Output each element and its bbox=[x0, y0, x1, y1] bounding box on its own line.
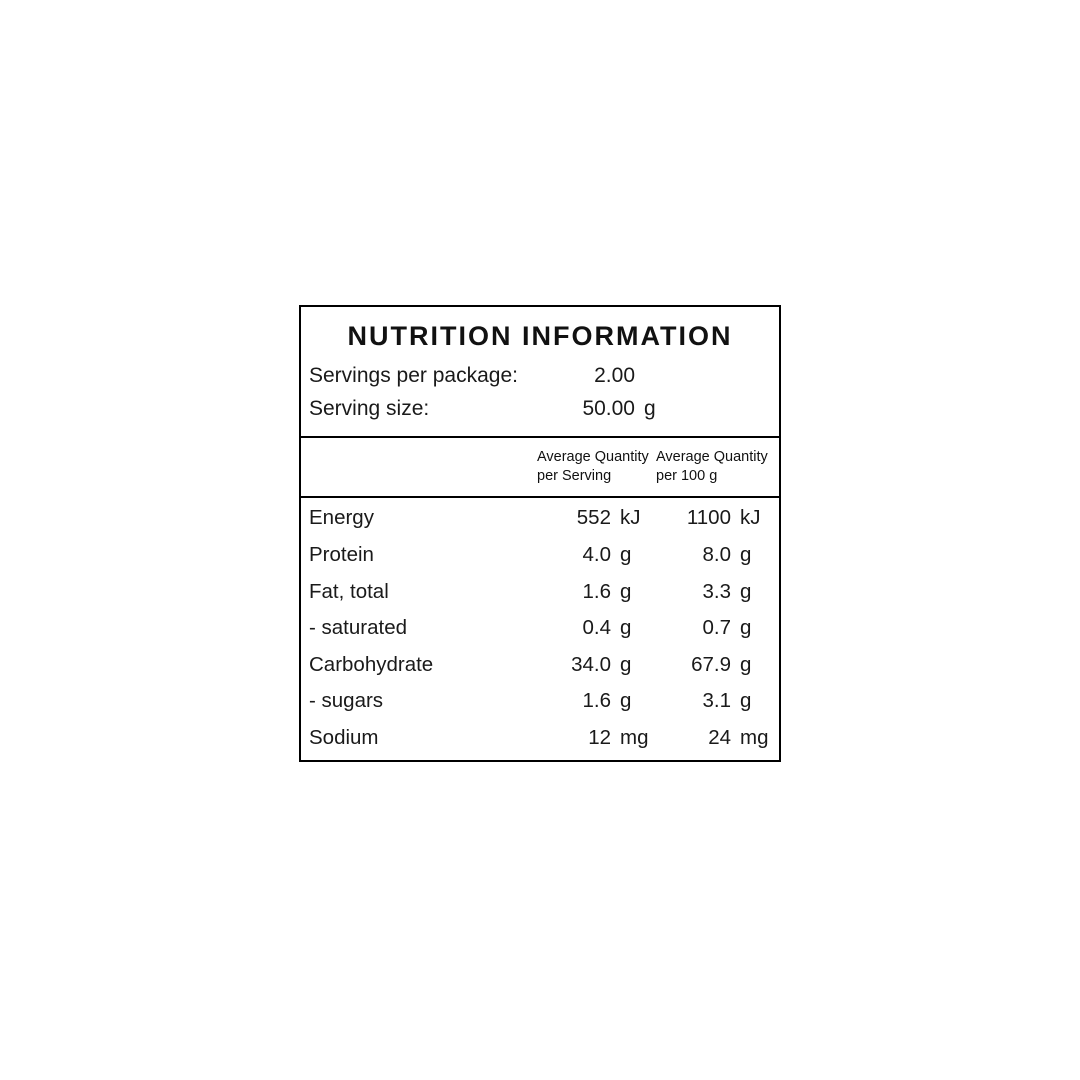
nutrient-name: - sugars bbox=[309, 689, 384, 713]
nutrient-serving-unit: g bbox=[620, 579, 632, 603]
nutrient-hundred-unit: mg bbox=[740, 725, 769, 749]
nutrient-hundred-unit: g bbox=[740, 616, 752, 640]
table-row bbox=[301, 720, 779, 757]
nutrient-name: Protein bbox=[309, 542, 374, 566]
nutrient-serving-value: 1.6 bbox=[582, 579, 611, 603]
nutrient-serving-value: 0.4 bbox=[582, 616, 611, 640]
table-row bbox=[301, 683, 779, 720]
nutrient-name: Carbohydrate bbox=[309, 652, 434, 676]
nutrient-hundred-value: 3.1 bbox=[702, 689, 731, 713]
table-row bbox=[301, 647, 779, 684]
nutrient-name: - saturated bbox=[309, 616, 407, 640]
nutrient-serving-value: 552 bbox=[576, 506, 611, 530]
nutrient-hundred-unit: g bbox=[740, 652, 752, 676]
nutrient-serving-value: 34.0 bbox=[571, 652, 611, 676]
servings-per-package-label: Servings per package: bbox=[309, 364, 518, 387]
servings-block bbox=[301, 362, 779, 436]
nutrient-rows bbox=[301, 498, 779, 760]
servings-per-package-value: 2.00 bbox=[594, 364, 635, 387]
nutrient-serving-unit: mg bbox=[620, 725, 649, 749]
column-header-per-100g: Average Quantity per 100 g bbox=[656, 449, 768, 485]
table-row bbox=[301, 500, 779, 537]
nutrient-serving-value: 4.0 bbox=[582, 542, 611, 566]
nutrient-hundred-value: 1100 bbox=[686, 506, 731, 530]
nutrient-serving-value: 1.6 bbox=[582, 689, 611, 713]
serving-size-value: 50.00 bbox=[582, 397, 635, 421]
nutrient-serving-unit: g bbox=[620, 616, 632, 640]
nutrition-information-panel bbox=[299, 305, 781, 762]
column-header-row bbox=[301, 438, 779, 496]
nutrient-hundred-unit: g bbox=[740, 579, 752, 603]
nutrient-hundred-unit: kJ bbox=[740, 506, 761, 530]
nutrient-hundred-unit: g bbox=[740, 689, 752, 713]
nutrient-name: Energy bbox=[309, 506, 374, 530]
nutrient-serving-unit: g bbox=[620, 542, 632, 566]
nutrient-serving-unit: kJ bbox=[620, 506, 641, 530]
nutrient-hundred-unit: g bbox=[740, 542, 752, 566]
column-header-per-serving: Average Quantity per Serving bbox=[537, 449, 649, 485]
table-row bbox=[301, 537, 779, 574]
serving-size-label: Serving size: bbox=[309, 397, 430, 421]
nutrient-hundred-value: 0.7 bbox=[702, 616, 731, 640]
table-row bbox=[301, 610, 779, 647]
nutrient-name: Fat, total bbox=[309, 579, 389, 603]
servings-per-package-row bbox=[301, 362, 779, 395]
nutrient-name: Sodium bbox=[309, 725, 379, 749]
nutrient-serving-value: 12 bbox=[588, 725, 611, 749]
table-row bbox=[301, 574, 779, 611]
nutrient-hundred-value: 3.3 bbox=[702, 579, 731, 603]
nutrient-serving-unit: g bbox=[620, 689, 632, 713]
nutrient-hundred-value: 67.9 bbox=[691, 652, 731, 676]
page-title: NUTRITION INFORMATION bbox=[347, 321, 733, 351]
nutrient-hundred-value: 8.0 bbox=[702, 542, 731, 566]
serving-size-unit: g bbox=[644, 397, 656, 421]
nutrient-serving-unit: g bbox=[620, 652, 632, 676]
column-header-blank bbox=[301, 448, 537, 486]
nutrient-hundred-value: 24 bbox=[708, 725, 731, 749]
serving-size-row bbox=[301, 395, 779, 428]
